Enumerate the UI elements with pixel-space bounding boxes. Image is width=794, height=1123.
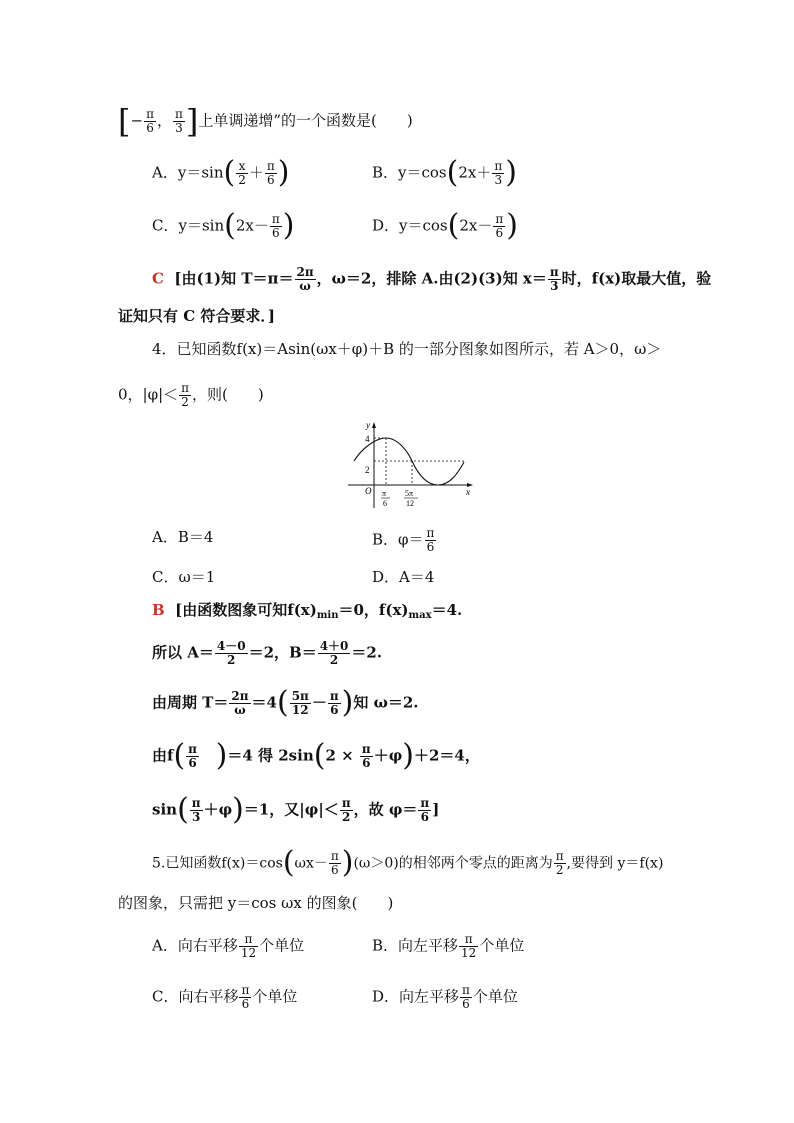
- q4-option-c[interactable]: C．ω＝1: [152, 568, 216, 586]
- q5-option-d[interactable]: D．向左平移 $\frac{\pi}{6}$ 个单位: [372, 983, 518, 1011]
- q5-stem-line1: 5.已知函数f(x)＝cos(ωx－ $\frac{\pi}{6}$ )(ω＞0)的相邻两个零点的距离为 $\frac{\pi}{2}$ ,要得到 y＝f(x): [152, 844, 664, 880]
- fraction: $\frac{\pi}{3}$: [174, 107, 183, 135]
- q5-option-c[interactable]: C．向右平移 $\frac{\pi}{6}$ 个单位: [152, 983, 298, 1011]
- intro-line: [− $\frac{\pi}{6}$ ， $\frac{\pi}{3}$ ]上单调递增”的一个函数是( ): [118, 102, 413, 141]
- x-tick-pi6-num: π: [382, 489, 387, 498]
- q3-option-b[interactable]: B．y＝cos(2x＋ $\frac{\pi}{3}$ ): [372, 154, 517, 190]
- x-tick-5pi12-den: 12: [406, 499, 414, 508]
- q4-stem-line1: 4．已知函数f(x)＝Asin(ωx＋φ)＋B 的一部分图象如图所示，若 A＞0，ω＞: [152, 340, 662, 358]
- x-tick-5pi12-num: 5π: [405, 489, 414, 498]
- x-tick-pi6-den: 6: [383, 499, 387, 508]
- q4-solution-line4: 由f( $\frac{\pi}{6}$ )＝4 得 2sin(2 × $\frac{\pi}{6}$ ＋φ)＋2＝4，: [152, 737, 480, 773]
- sine-curve: [354, 438, 464, 485]
- q3-solution-line1: C [由(1)知 T＝π＝ $\frac{2\pi}{\omega}$ ，ω＝2，排除 A.由(2)(3)知 x＝ $\frac{\pi}{3}$ 时，f(x)取最大值，验: [152, 265, 712, 293]
- q4-stem-line2: 0，|φ|＜ $\frac{\pi}{2}$ ，则( ): [118, 381, 264, 409]
- q3-option-a[interactable]: A．y＝sin( $\frac{x}{2}$ ＋ $\frac{\pi}{6}$ ): [152, 154, 290, 190]
- y-axis-arrow: [372, 422, 376, 428]
- x-axis-label: x: [466, 487, 470, 497]
- q4-option-b[interactable]: B．φ＝ $\frac{\pi}{6}$: [372, 526, 435, 554]
- y-axis-label: y: [366, 420, 370, 430]
- q4-solution-line3: 由周期 T＝ $\frac{2\pi}{\omega}$ ＝4( $\frac{5\pi}{12}$ － $\frac{\pi}{6}$ )知 ω＝2.: [152, 684, 419, 720]
- q4-solution-line5: sin( $\frac{\pi}{3}$ ＋φ)＝1，又|φ|＜ $\frac{\pi}{2}$ ，故 φ＝ $\frac{\pi}{6}$ ]: [152, 791, 440, 827]
- q4-solution-line2: 所以 A＝ $\frac{4-0}{2}$ ＝2，B＝ $\frac{4+0}{2}$ ＝2.: [152, 639, 383, 667]
- q5-option-b[interactable]: B．向左平移 $\frac{\pi}{12}$ 个单位: [372, 932, 525, 960]
- q4-option-d[interactable]: D．A＝4: [372, 568, 435, 586]
- y-tick-4: 4: [365, 434, 370, 444]
- q5-stem-line2: 的图象，只需把 y＝cos ωx 的图象( ): [118, 894, 394, 912]
- y-tick-2: 2: [365, 465, 370, 475]
- q4-answer: B: [152, 601, 165, 619]
- q4-solution-line1: B [由函数图象可知$f(x)_{min}=0$，$f(x)_{max}=4$.: [152, 601, 463, 621]
- origin-label: O: [365, 486, 372, 496]
- q3-option-c[interactable]: C．y＝sin(2x－ $\frac{\pi}{6}$ ): [152, 207, 295, 243]
- q3-option-d[interactable]: D．y＝cos(2x－ $\frac{\pi}{6}$ ): [372, 207, 518, 243]
- q3-answer: C: [152, 269, 164, 288]
- q4-option-a[interactable]: A．B＝4: [152, 528, 214, 546]
- q3-solution-line2: 证知只有 C 符合要求．]: [118, 307, 275, 325]
- q5-option-a[interactable]: A．向右平移 $\frac{\pi}{12}$ 个单位: [152, 932, 305, 960]
- function-graph: [346, 418, 476, 510]
- fraction: $\frac{\pi}{6}$: [146, 107, 154, 135]
